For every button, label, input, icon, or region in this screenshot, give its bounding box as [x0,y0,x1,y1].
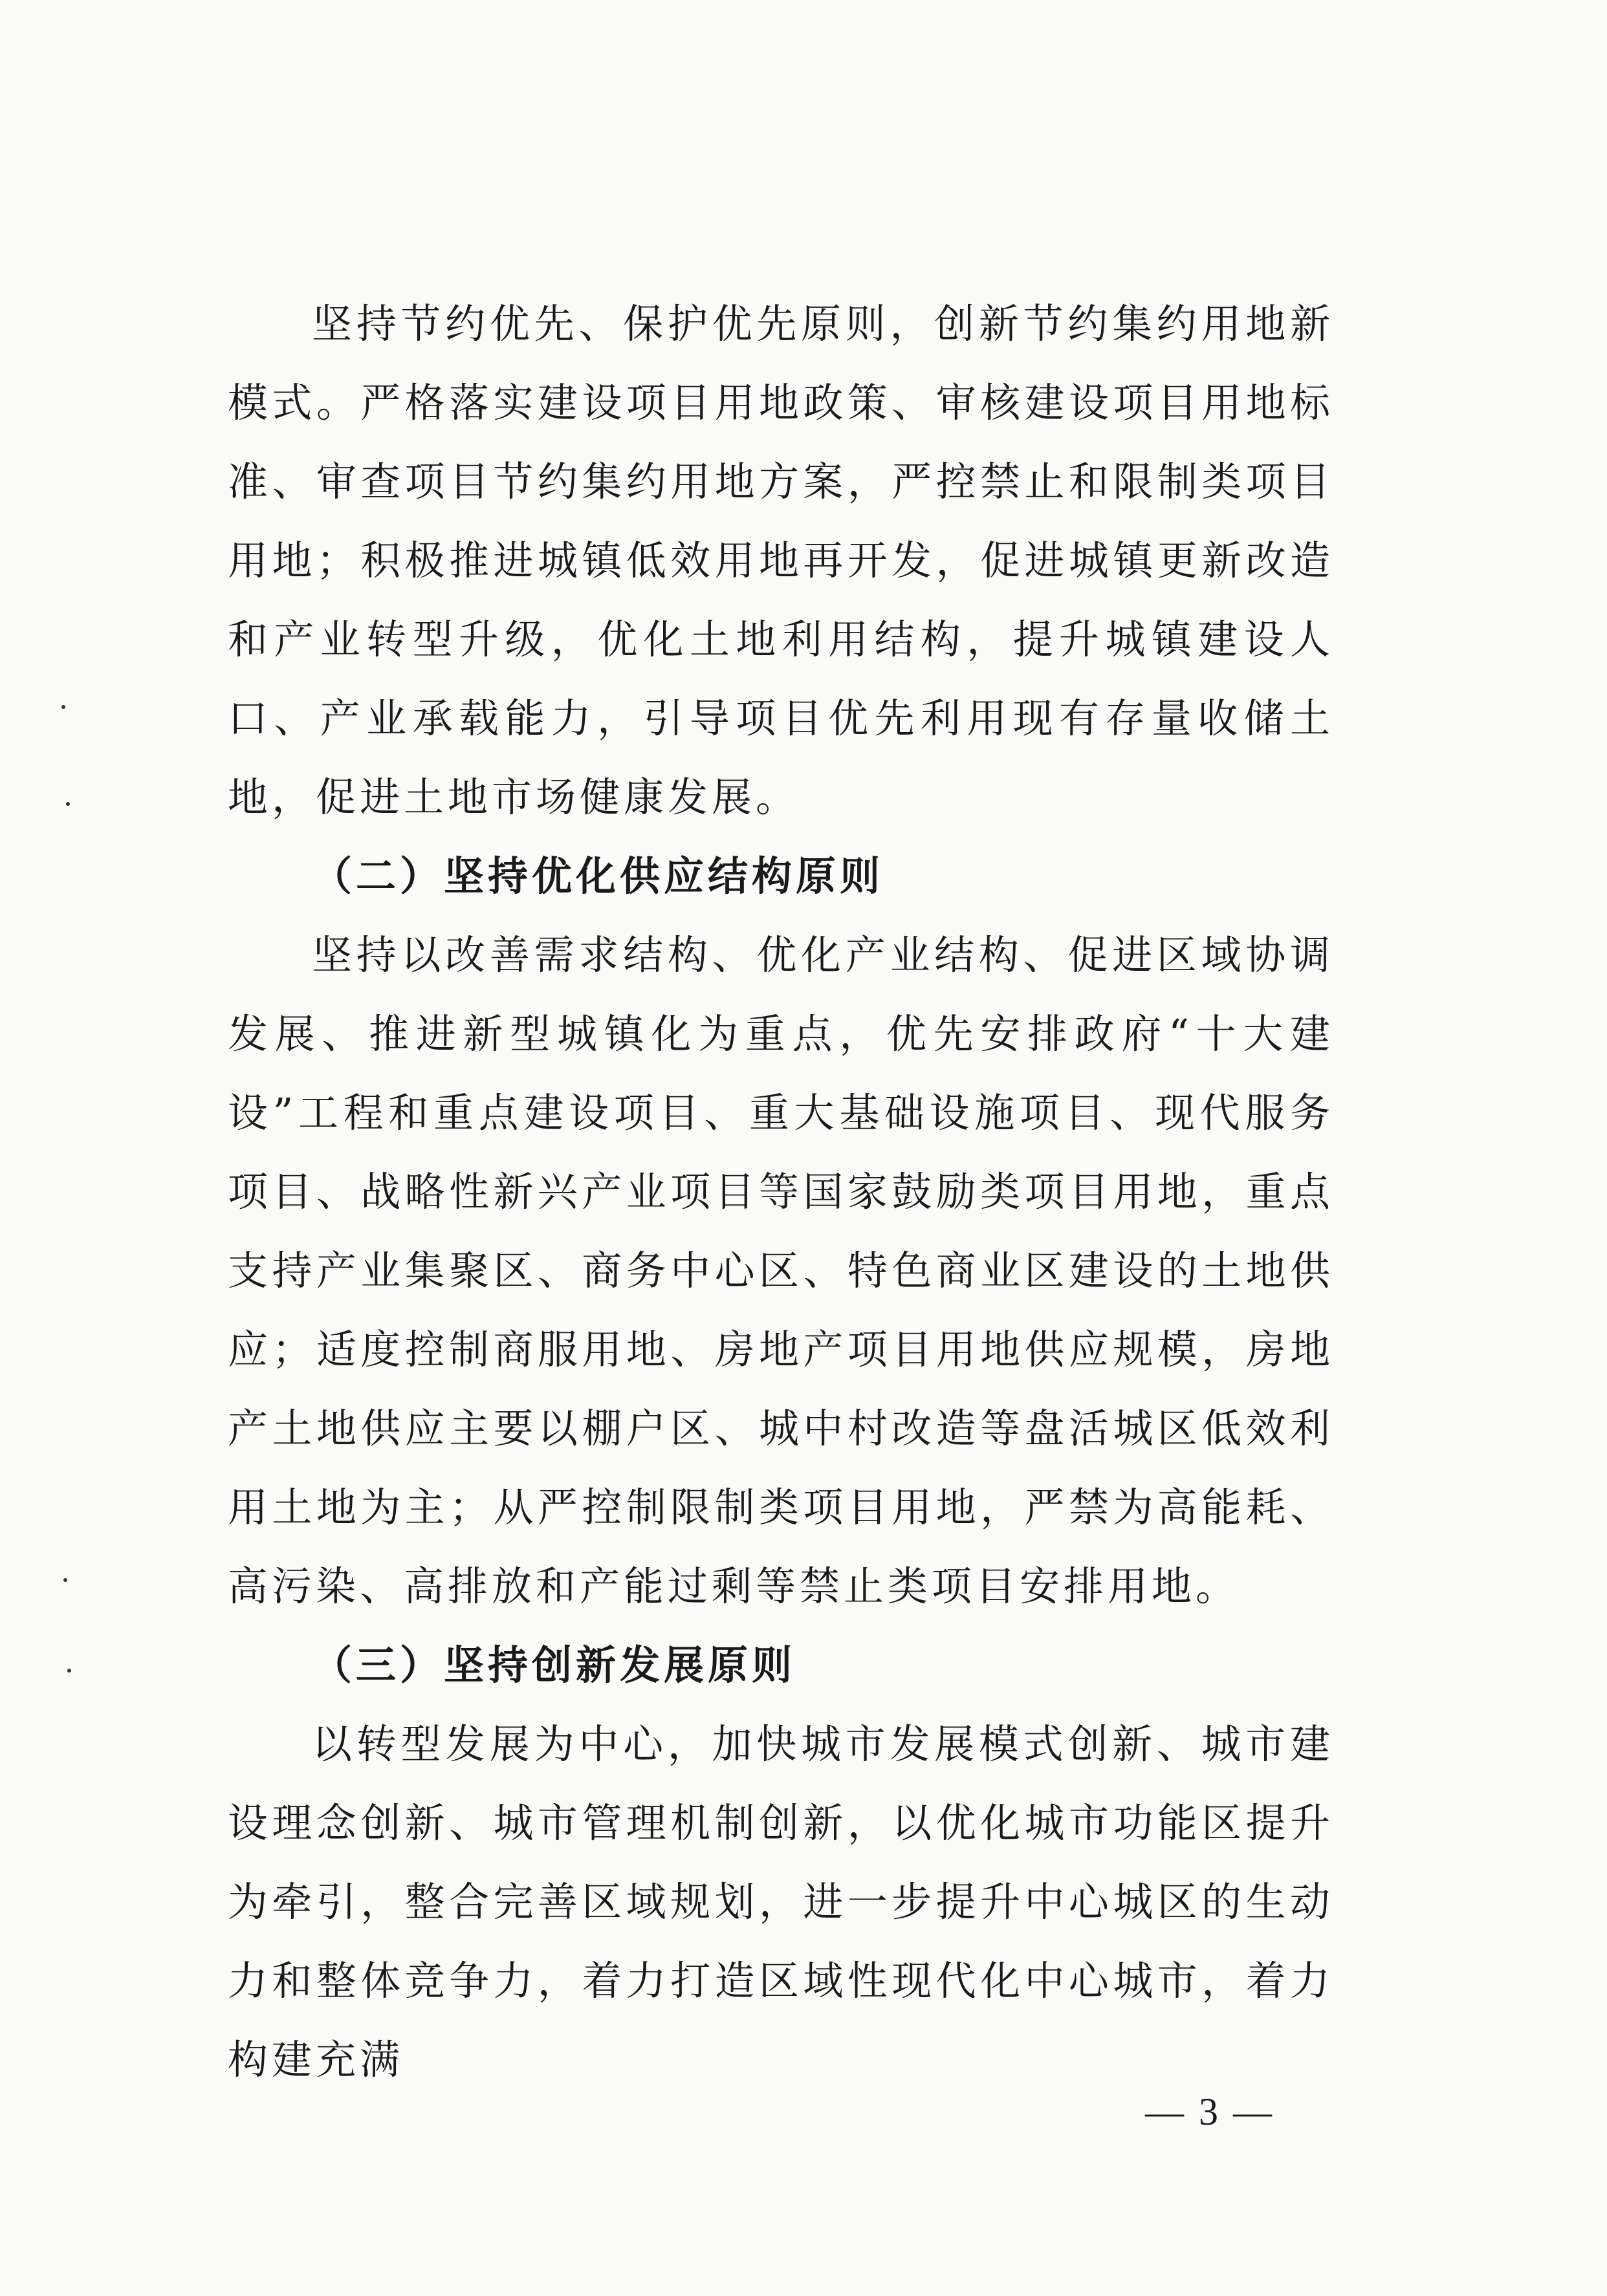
scan-speck [61,705,65,709]
section-heading-3: （三）坚持创新发展原则 [312,1641,796,1689]
scan-speck [67,1669,71,1673]
scan-speck [66,802,70,806]
paragraph-supply-structure: 坚持以改善需求结构、优化产业结构、促进区域协调发展、推进新型城镇化为重点，优先安排政府“十大建设”工程和重点建设项目、重大基础设施项目、现代服务项目、战略性新兴产业项目等国家鼓励类项目用地，重点支持产业集聚区、商务中心区、特色商业区建设的土地供应；适度控制商服用地、房地产项目用地供应规模，房地产土地供应主要以棚户区、城中村改造等盘活城区低效利用土地为主；从严控制限制类项目用地，严禁为高能耗、高污染、高排放和产能过剩等禁止类项目安排用地。 [228,931,1334,1610]
document-body [228,285,1334,2099]
section-heading-2: （二）坚持优化供应结构原则 [312,852,884,900]
page-number: — 3 — [1145,2090,1274,2133]
paragraph-innovation: 以转型发展为中心，加快城市发展模式创新、城市建设理念创新、城市管理机制创新，以优化城市功能区提升为牵引，整合完善区域规划，进一步提升中心城区的生动力和整体竞争力，着力打造区域性现代化中心城市，着力构建充满 [228,1720,1334,2083]
scan-speck [63,1578,67,1582]
paragraph-land-saving: 坚持节约优先、保护优先原则，创新节约集约用地新模式。严格落实建设项目用地政策、审核建设项目用地标准、审查项目节约集约用地方案，严控禁止和限制类项目用地；积极推进城镇低效用地再开发，促进城镇更新改造和产业转型升级，优化土地利用结构，提升城镇建设人口、产业承载能力，引导项目优先利用现有存量收储土地，促进土地市场健康发展。 [228,300,1334,821]
